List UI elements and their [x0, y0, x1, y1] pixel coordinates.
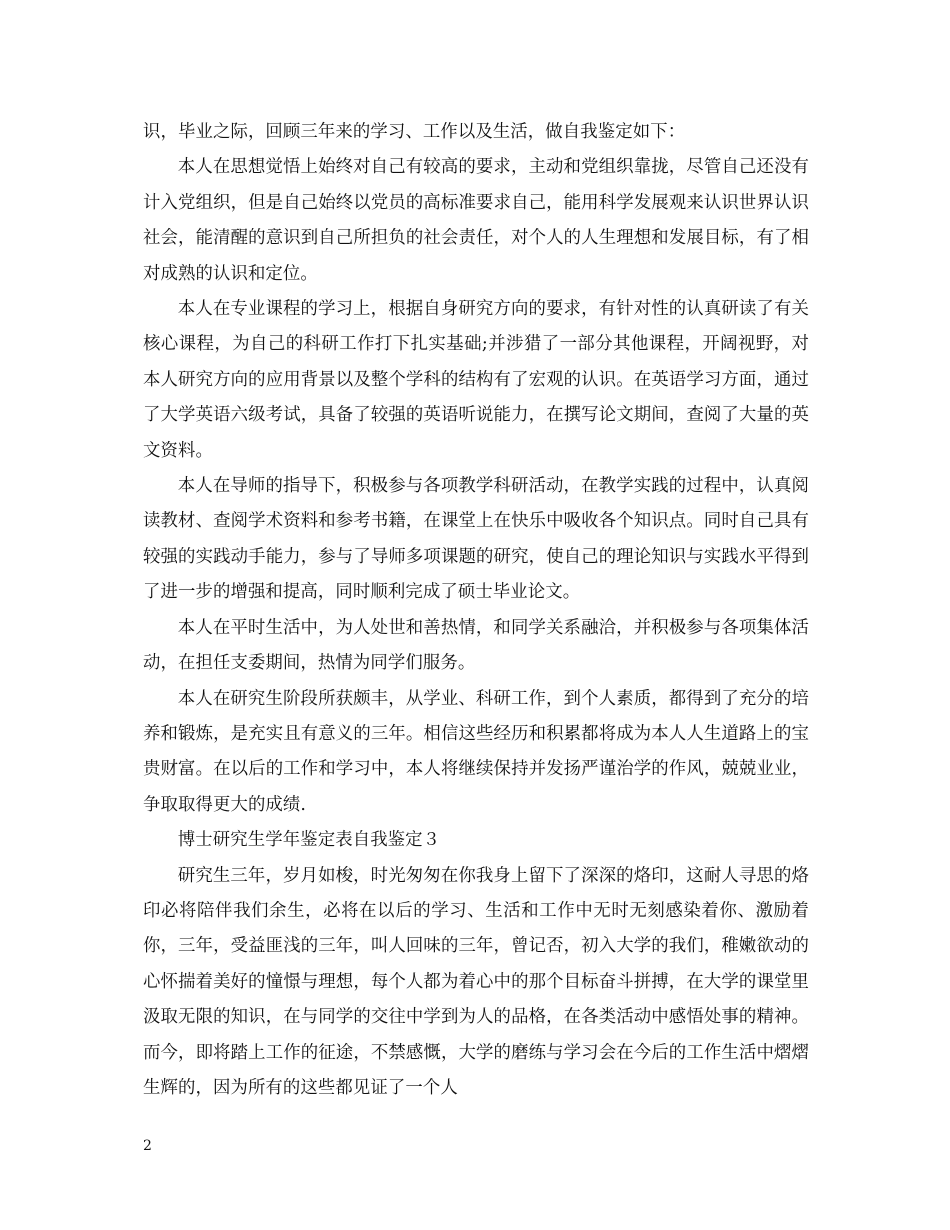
paragraph-continued: 识，毕业之际，回顾三年来的学习、工作以及生活，做自我鉴定如下：	[143, 122, 686, 142]
page-number: 2	[143, 1138, 152, 1154]
paragraph-three-years: 研究生三年，岁月如梭，时光匆匆在你我身上留下了深深的烙印，这耐人寻思的烙印必将陪伴我们余生，必将在以后的学习、生活和工作中无时无刻感染着你、激励着你，三年，受益匪浅的三年，叫人回味的三年，曾记否，初入大学的我们，稚嫩欲动的心怀揣着美好的憧憬与理想，每个人都为着心中的那个目标奋斗拼搏，在大学的课堂里汲取无限的知识，在与同学的交往中学到为人的品格，在各类活动中感悟处事的精神。而今，即将踏上工作的征途，不禁感慨，大学的磨练与学习会在今后的工作生活中熠熠生辉的，因为所有的这些都见证了一个人	[143, 865, 809, 1098]
page-body	[143, 115, 809, 1106]
paragraph-summary: 本人在研究生阶段所获颇丰，从学业、科研工作，到个人素质，都得到了充分的培养和锻炼，是充实且有意义的三年。相信这些经历和积累都将成为本人人生道路上的宝贵财富。在以后的工作和学习中，本人将继续保持并发扬严谨治学的作风，兢兢业业，争取取得更大的成绩.	[143, 688, 809, 815]
section-heading: 博士研究生学年鉴定表自我鉴定３	[177, 830, 441, 851]
paragraph-ideology: 本人在思想觉悟上始终对自己有较高的要求，主动和党组织靠拢，尽管自己还没有计入党组织，但是自己始终以党员的高标准要求自己，能用科学发展观来认识世界认识社会，能清醒的意识到自己所担负的社会责任，对个人的人生理想和发展目标，有了相对成熟的认识和定位。	[143, 157, 809, 284]
paragraph-coursework: 本人在专业课程的学习上，根据自身研究方向的要求，有针对性的认真研读了有关核心课程，为自己的科研工作打下扎实基础;并涉猎了一部分其他课程，开阔视野，对本人研究方向的应用背景以及整个学科的结构有了宏观的认识。在英语学习方面，通过了大学英语六级考试，具备了较强的英语听说能力，在撰写论文期间，查阅了大量的英文资料。	[143, 299, 809, 461]
paragraph-daily-life: 本人在平时生活中，为人处世和善热情，和同学关系融洽，并积极参与各项集体活动，在担任支委期间，热情为同学们服务。	[143, 617, 809, 674]
paragraph-research: 本人在导师的指导下，积极参与各项教学科研活动，在教学实践的过程中，认真阅读教材、查阅学术资料和参考书籍，在课堂上在快乐中吸收各个知识点。同时自己具有较强的实践动手能力，参与了导师多项课题的研究，使自己的理论知识与实践水平得到了进一步的增强和提高，同时顺利完成了硕士毕业论文。	[143, 476, 809, 603]
